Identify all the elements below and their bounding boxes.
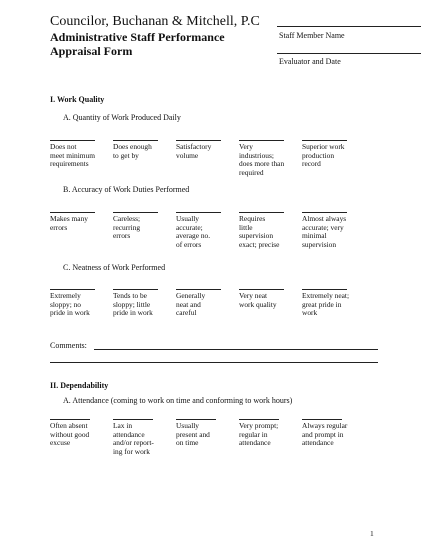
rating-option-5: Extremely neat; great pride in work (302, 291, 349, 318)
rating-option-3: Usually accurate; average no. of errors (176, 214, 211, 249)
company-name: Councilor, Buchanan & Mitchell, P.C (50, 14, 260, 29)
rating-option-4: Very prompt; regular in attendance (239, 421, 279, 448)
subsection-heading-accuracy: B. Accuracy of Work Duties Performed (63, 185, 190, 194)
rating-blank[interactable] (176, 419, 216, 420)
form-title-line-2: Appraisal Form (50, 44, 133, 58)
rating-option-2: Lax in attendance and/or report- ing for work (113, 421, 154, 456)
rating-blank[interactable] (50, 212, 95, 213)
page-number: 1 (370, 529, 374, 538)
rating-option-3: Usually present and on time (176, 421, 210, 448)
rating-blank[interactable] (302, 212, 347, 213)
rating-blank[interactable] (239, 140, 284, 141)
rating-option-3: Generally neat and careful (176, 291, 206, 318)
evaluator-date-label: Evaluator and Date (279, 57, 341, 66)
rating-blank[interactable] (176, 289, 221, 290)
rating-blank[interactable] (239, 212, 284, 213)
rating-option-1: Makes many errors (50, 214, 88, 232)
subsection-heading-neatness: C. Neatness of Work Performed (63, 263, 166, 272)
rating-blank[interactable] (302, 140, 347, 141)
rating-option-5: Almost always accurate; very minimal supervision (302, 214, 347, 249)
rating-blank[interactable] (302, 419, 342, 420)
rating-blank[interactable] (50, 140, 95, 141)
rating-option-5: Always regular and prompt in attendance (302, 421, 348, 448)
section-heading-dependability: II. Dependability (50, 381, 109, 390)
rating-option-5: Superior work production record (302, 142, 345, 169)
comments-label: Comments: (50, 341, 87, 350)
rating-option-1: Does not meet minimum requirements (50, 142, 95, 169)
comments-line[interactable] (94, 349, 378, 350)
subsection-heading-quantity: A. Quantity of Work Produced Daily (63, 113, 181, 122)
rating-blank[interactable] (113, 212, 158, 213)
subsection-heading-attendance: A. Attendance (coming to work on time and conforming to work hours) (63, 396, 293, 405)
staff-member-name-label: Staff Member Name (279, 31, 345, 40)
rating-blank[interactable] (113, 289, 158, 290)
rating-option-2: Tends to be sloppy; little pride in work (113, 291, 153, 318)
rating-blank[interactable] (50, 289, 95, 290)
rating-option-1: Often absent without good excuse (50, 421, 90, 448)
section-heading-work-quality: I. Work Quality (50, 95, 105, 104)
rating-option-4: Very neat work quality (239, 291, 277, 309)
comments-line[interactable] (50, 362, 378, 363)
rating-blank[interactable] (176, 140, 221, 141)
rating-option-4: Very industrious; does more than required (239, 142, 285, 177)
rating-option-3: Satisfactory volume (176, 142, 212, 160)
rating-option-4: Requires little supervision exact; precise (239, 214, 280, 249)
form-title-line-1: Administrative Staff Performance (50, 30, 225, 44)
evaluator-date-line[interactable] (277, 53, 421, 54)
rating-blank[interactable] (113, 419, 153, 420)
rating-option-2: Careless; recurring errors (113, 214, 141, 241)
rating-blank[interactable] (239, 419, 279, 420)
rating-blank[interactable] (113, 140, 158, 141)
staff-member-name-line[interactable] (277, 26, 421, 27)
rating-blank[interactable] (176, 212, 221, 213)
rating-blank[interactable] (239, 289, 284, 290)
rating-option-1: Extremely sloppy; no pride in work (50, 291, 90, 318)
rating-option-2: Does enough to get by (113, 142, 152, 160)
rating-blank[interactable] (50, 419, 90, 420)
rating-blank[interactable] (302, 289, 347, 290)
